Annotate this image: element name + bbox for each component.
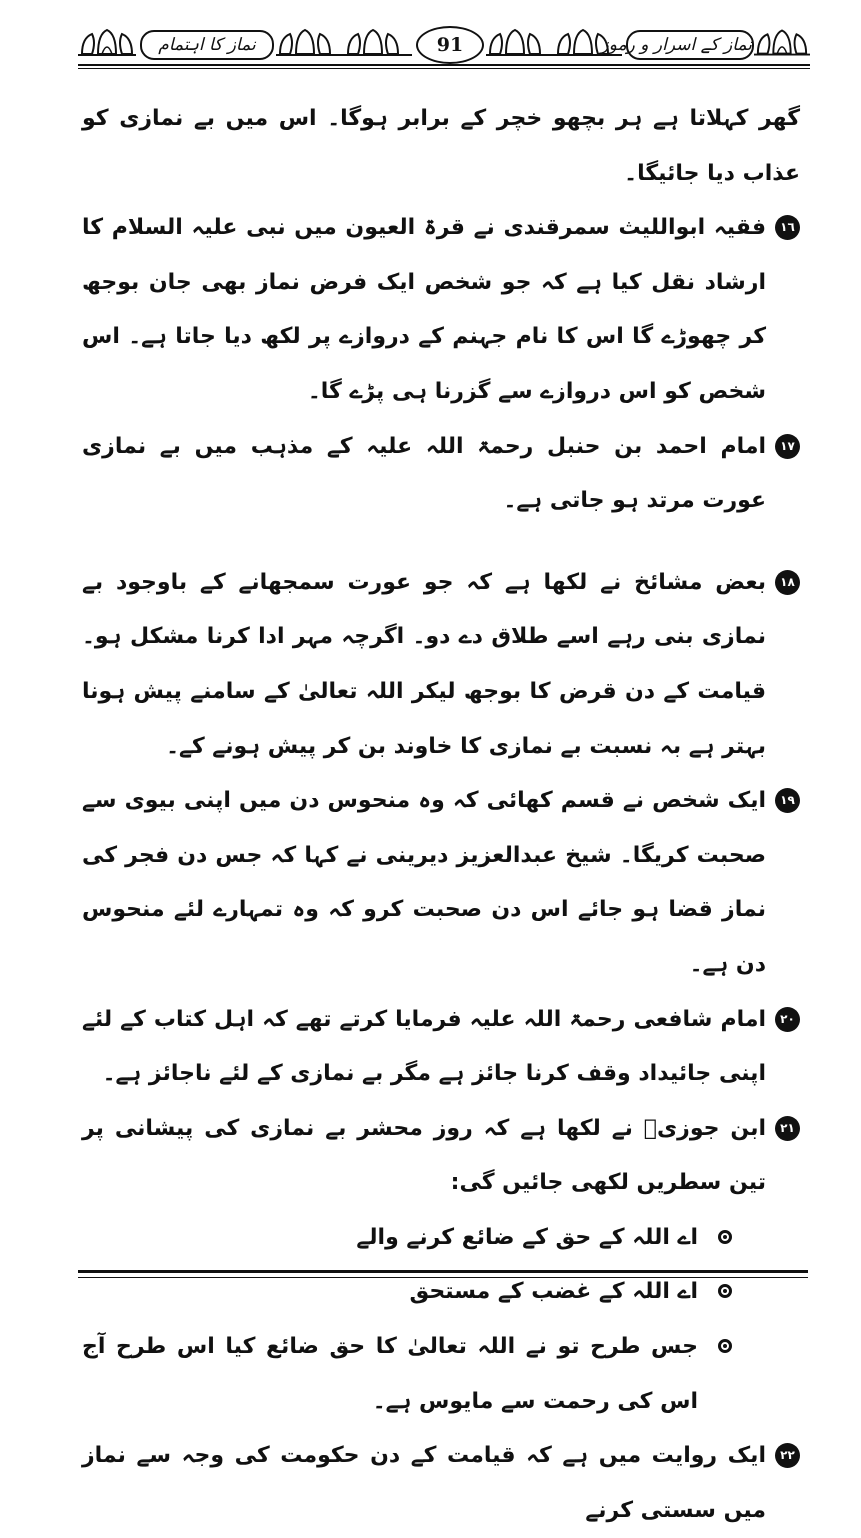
paragraph-text: امام شافعی رحمۃ اللہ علیہ فرمایا کرتے تھے کہ اہل کتاب کے لئے اپنی جائیداد وقف کرنا جائز ہے مگر بے نمازی کے لئے ناجائز ہے۔ xyxy=(82,1006,766,1087)
circle-bullet-icon xyxy=(718,1230,732,1244)
paragraph-text: فقیہ ابواللیث سمرقندی نے قرۃ العیون میں نبی علیہ السلام کا ارشاد نقل کیا ہے کہ جو شخص ایک فرض نماز بھی جان بوجھ کر چھوڑے گا اس کا نام جہنم کے دروازے پر لکھ دیا جاتا ہے۔ اس شخص کو اس دروازے سے گزرنا ہی پڑے گا۔ xyxy=(82,215,766,404)
header-rule-thin xyxy=(78,68,810,69)
paragraph-17 xyxy=(82,420,800,529)
list-item xyxy=(82,1320,732,1429)
paragraph-number: ١٦ xyxy=(775,215,800,240)
list-item xyxy=(82,1265,732,1320)
footer-rule xyxy=(78,1270,808,1273)
paragraph-text: ایک روایت میں ہے کہ قیامت کے دن حکومت کی وجہ سے نماز میں سستی کرنے xyxy=(82,1443,766,1523)
chapter-title: نماز کا اہتمام xyxy=(140,30,274,60)
bullet-list xyxy=(82,1211,800,1429)
circle-bullet-icon xyxy=(718,1339,732,1353)
running-header xyxy=(78,24,810,70)
paragraph-16 xyxy=(82,201,800,419)
list-item-text: جس طرح تو نے اللہ تعالیٰ کا حق ضائع کیا اس طرح آج اس کی رحمت سے مایوس ہے۔ xyxy=(82,1334,698,1414)
floral-ornament-icon xyxy=(78,28,136,58)
paragraph-21 xyxy=(82,1102,800,1211)
paragraph-number: ٢٠ xyxy=(775,1007,800,1032)
paragraph-text: ایک شخص نے قسم کھائی کہ وہ منحوس دن میں اپنی بیوی سے صحبت کریگا۔ شیخ عبدالعزیز دیرینی نے کہا کہ جس دن فجر کی نماز قضا ہو جائے اس دن صحبت کرو کہ وہ تمہارے لئے منحوس دن ہے۔ xyxy=(82,788,766,977)
header-rule xyxy=(78,64,810,66)
intro-paragraph: گھر کہلاتا ہے ہر بچھو خچر کے برابر ہوگا۔ اس میں بے نمازی کو عذاب دیا جائیگا۔ xyxy=(82,106,800,186)
paragraph-number: ٢١ xyxy=(775,1116,800,1141)
paragraph-number: ١٨ xyxy=(775,570,800,595)
paragraph-text: ابن جوزیؒ نے لکھا ہے کہ روز محشر بے نمازی کی پیشانی پر تین سطریں لکھی جائیں گی: xyxy=(82,1115,766,1196)
footer-rule-thin xyxy=(78,1277,808,1278)
page-body xyxy=(82,92,800,1538)
list-item-text: اے اللہ کے حق کے ضائع کرنے والے xyxy=(356,1224,698,1250)
floral-ornament-icon xyxy=(276,28,412,58)
list-item xyxy=(82,1211,732,1266)
list-item-text: اے اللہ کے غضب کے مستحق xyxy=(409,1279,698,1305)
paragraph-20 xyxy=(82,993,800,1102)
floral-ornament-icon xyxy=(754,28,810,58)
circle-bullet-icon xyxy=(718,1284,732,1298)
paragraph-19 xyxy=(82,774,800,992)
book-title: نماز کے اسرار و رموز xyxy=(626,30,754,60)
paragraph-text: امام احمد بن حنبل رحمۃ اللہ علیہ کے مذہب میں بے نمازی عورت مرتد ہو جاتی ہے۔ xyxy=(82,433,767,514)
paragraph-gap xyxy=(82,529,800,556)
paragraph-18 xyxy=(82,556,800,774)
paragraph-number: ٢٢ xyxy=(775,1443,800,1468)
paragraph-22 xyxy=(82,1429,800,1538)
paragraph-text: بعض مشائخ نے لکھا ہے کہ جو عورت سمجھانے کے باوجود بے نمازی بنی رہے اسے طلاق دے دو۔ اگرچہ مہر ادا کرنا مشکل ہو۔ قیامت کے دن قرض کا بوجھ لیکر اللہ تعالیٰ کے سامنے پیش ہونا بہتر ہے بہ نسبت بے نمازی کا خاوند بن کر پیش ہونے کے۔ xyxy=(82,569,766,759)
paragraph-number: ١٧ xyxy=(775,434,800,459)
page-number: 91 xyxy=(416,26,484,64)
paragraph-number: ١٩ xyxy=(775,788,800,813)
